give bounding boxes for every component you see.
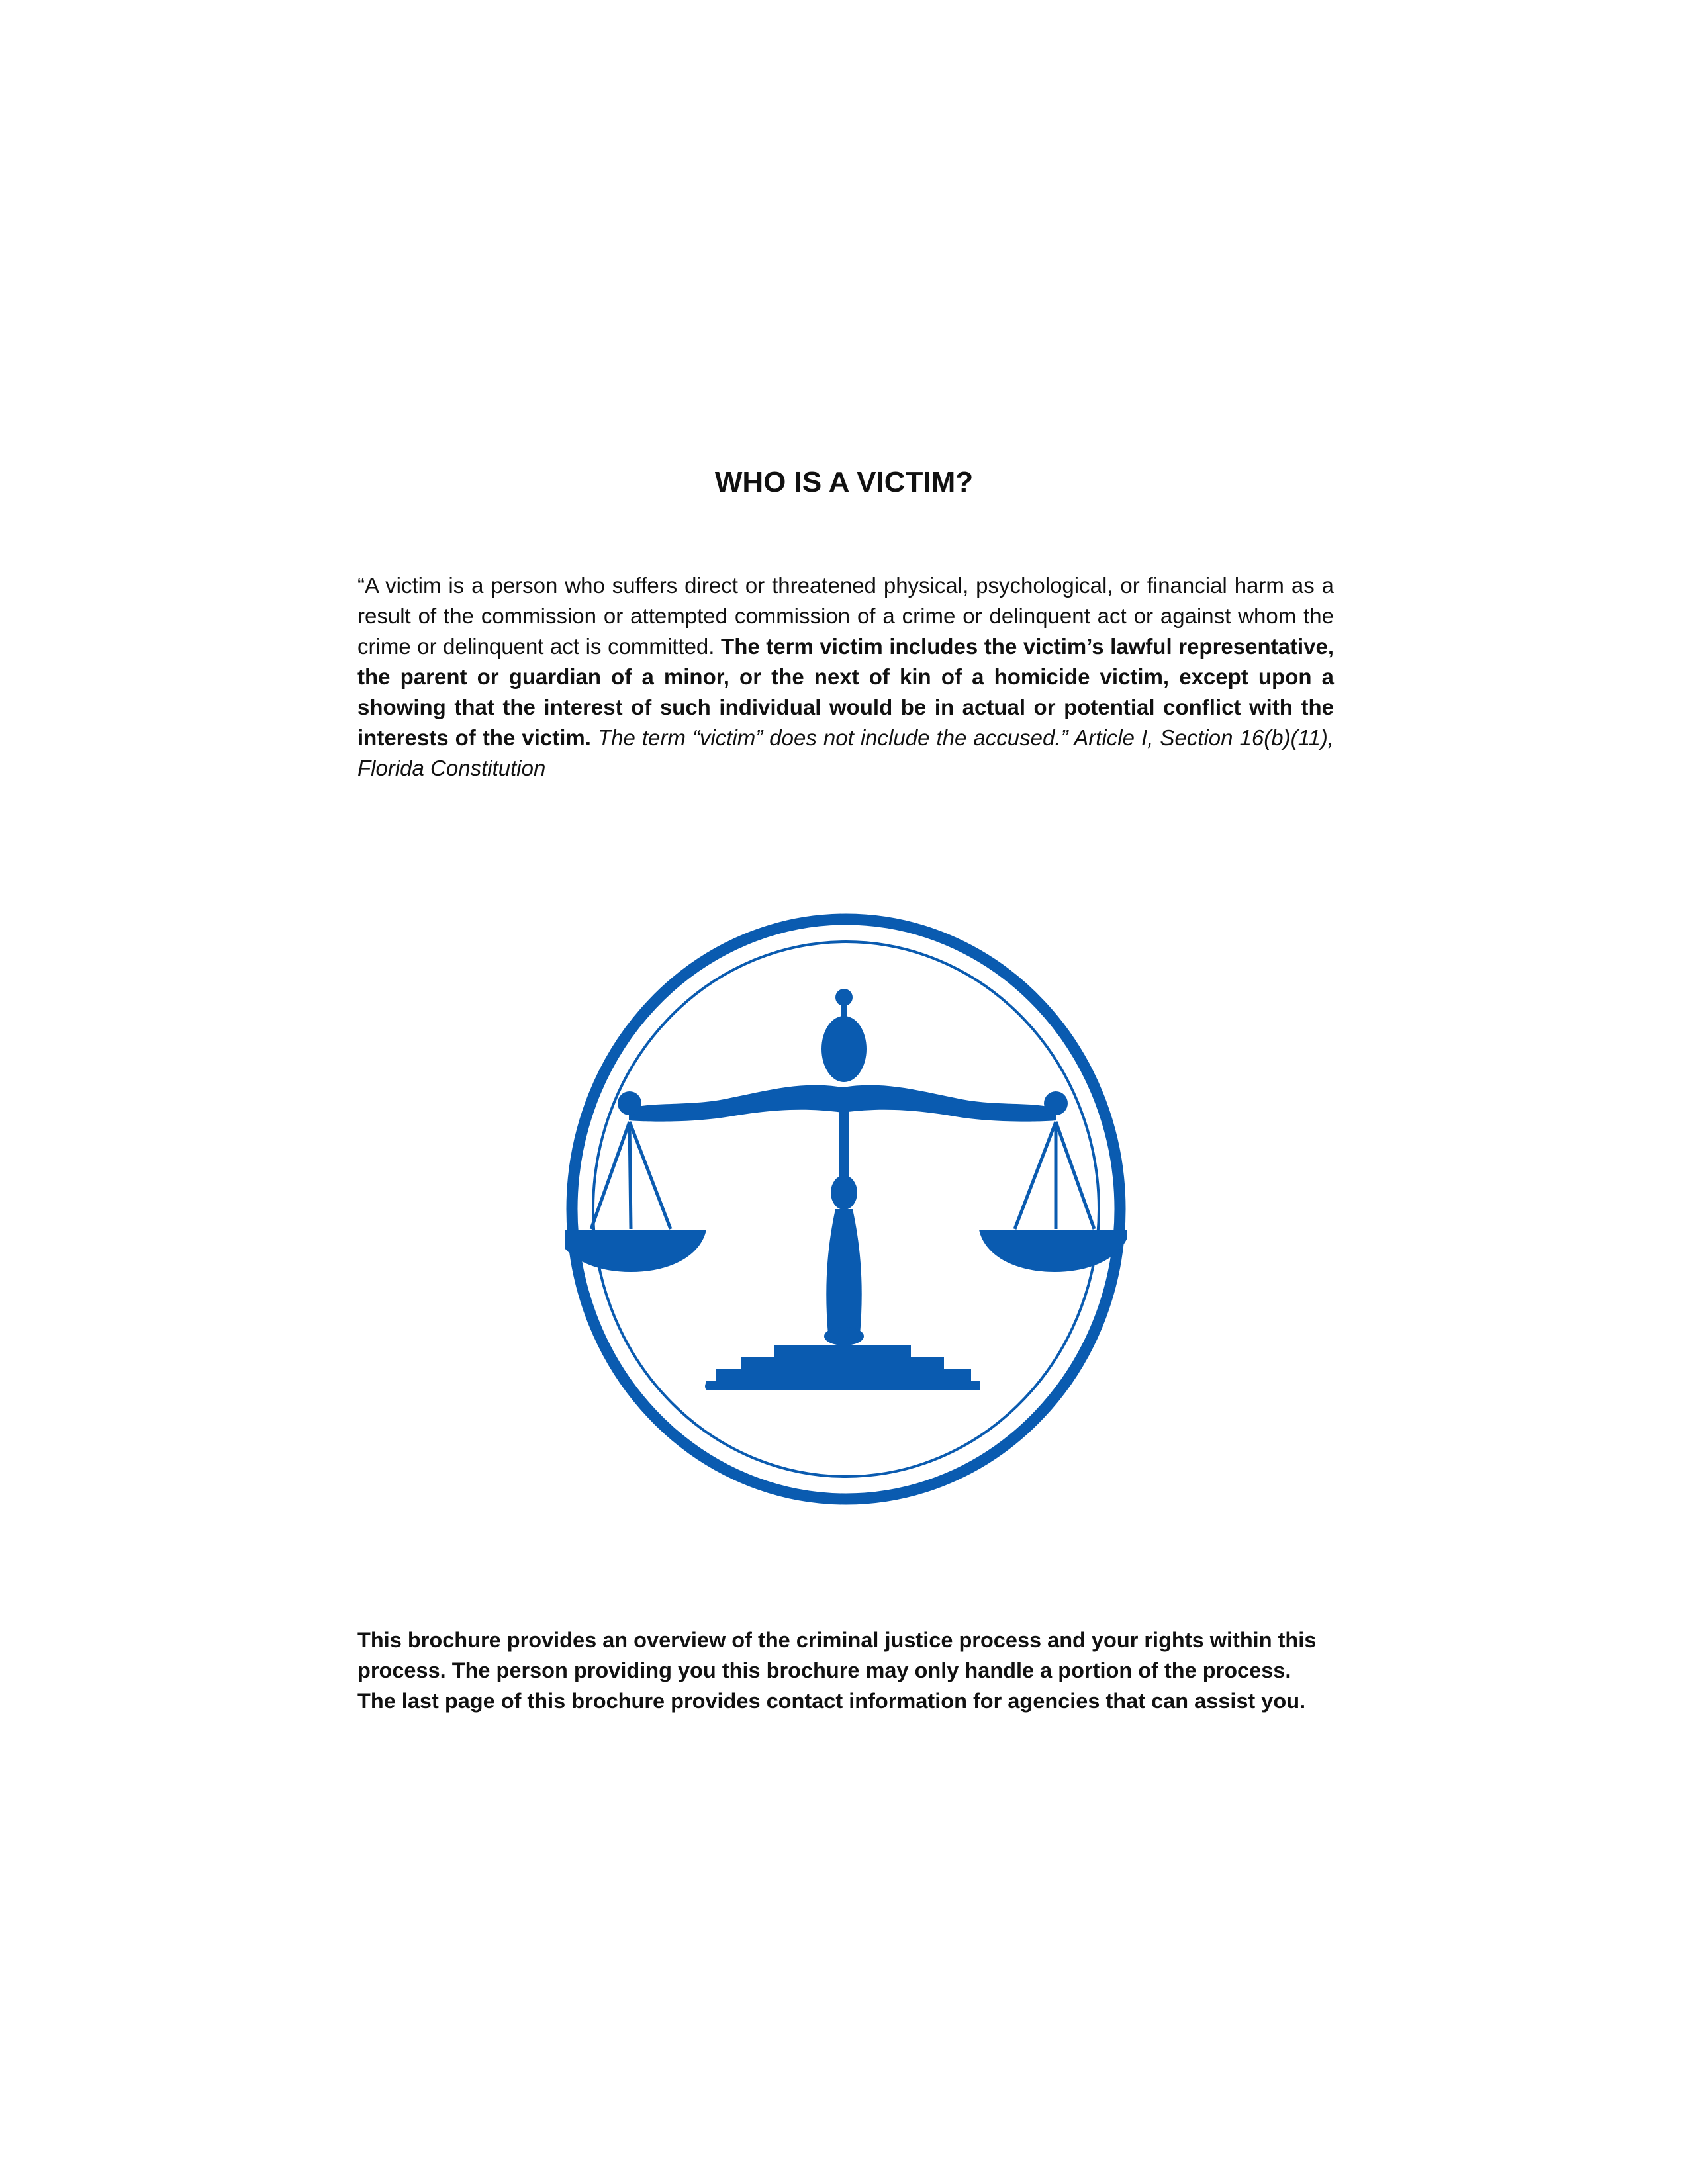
page-title: WHO IS A VICTIM? (714, 466, 974, 498)
notice-line: The last page of this brochure provides contact information for agencies that can assist you. (357, 1689, 1306, 1713)
victim-definition (357, 570, 1334, 784)
definition-bold-text: The term victim includes the victim’s lawful representative, the parent or guardian of a minor, or the next of kin of a homicide victim, except upon a showing that the interest of such individual would be in actual or potential conflict with the interests of the victim. (357, 634, 1334, 750)
notice-line: process. The person providing you this brochure may only handle a portion of the process. (357, 1659, 1291, 1682)
notice-line: This brochure provides an overview of the criminal justice process and your rights within this (357, 1628, 1317, 1652)
definition-text: “A victim is a person who suffers direct or threatened physical, psychological, or financial harm as a result of the commission or attempted commission of a crime or delinquent act or against whom the crime or delinquent act is committed. (357, 573, 1334, 659)
brochure-notice (357, 1625, 1337, 1716)
definition-citation: The term “victim” does not include the accused.” Article I, Section 16(b)(11), Florida Constitution (357, 725, 1334, 780)
scales-of-justice-icon (565, 911, 1127, 1507)
